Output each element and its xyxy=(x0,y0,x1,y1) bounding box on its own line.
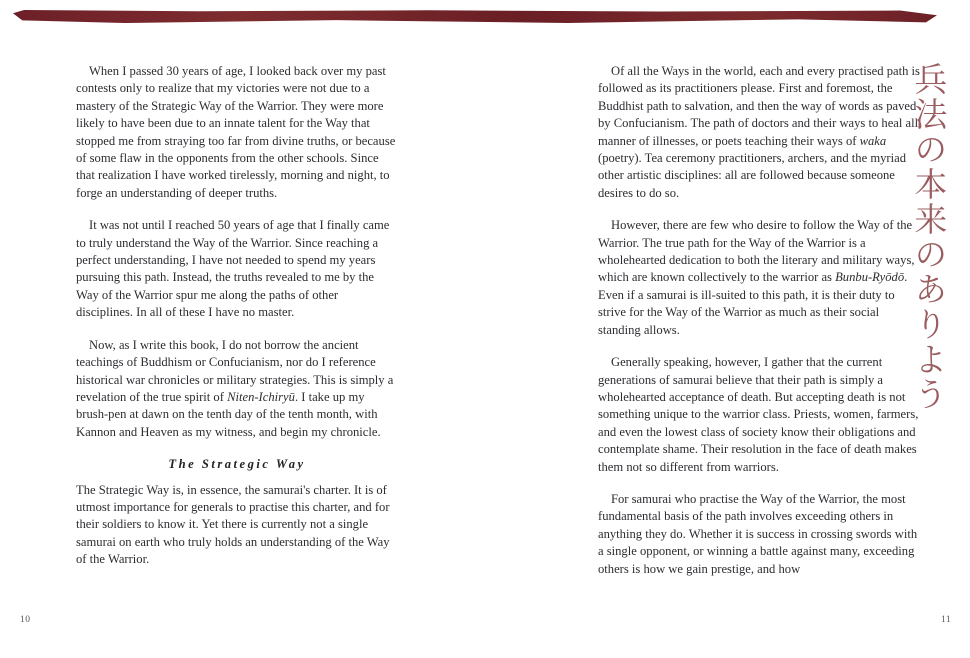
section-heading: The Strategic Way xyxy=(168,457,306,472)
text-segment: . Even if a samurai is ill-suited to this path, it is their duty to strive for the Way of the Warrior as much as their social standing allows. xyxy=(598,270,908,337)
left-page-number: 10 xyxy=(20,615,31,625)
text-segment: Generally speaking, however, I gather that the current generations of samurai believe that their path is simply a wholehearted acceptance of death. But accepting death is not something unique to the warrior class. Priests, women, farmers, and even the lowest class of society know their obligations and contemplate shame. Their resolution in the face of death makes them not so different from warriors. xyxy=(598,355,919,474)
paragraph xyxy=(76,482,398,569)
paragraph xyxy=(598,354,920,476)
right-page-text xyxy=(598,63,920,578)
italic-term: waka xyxy=(859,133,887,148)
italic-term: Niten-Ichiryū xyxy=(227,389,295,404)
italic-term: Bunbu-Ryōdō xyxy=(835,270,905,285)
chapter-title-japanese: 兵法の本来のありよう xyxy=(909,62,946,412)
text-segment: For samurai who practise the Way of the Warrior, the most fundamental basis of the path involves exceeding others in anything they do. Whether it is success in crossing swords with a single opponent, or winning a battle against many, exceeding others is how we gain prestige, and how xyxy=(598,491,918,576)
text-segment: When I passed 30 years of age, I looked back over my past contests only to realize that my victories were not due to a mastery of the Strategic Way of the Warrior. They were more likely to have been due to an innate talent for the Way that stopped me from straying too far from divine truths, or because of some flaw in the opponents from the other schools. Since that realization I have worked tirelessly, morning and night, to forge an understanding of deeper truths. xyxy=(76,64,396,200)
text-segment: (poetry). Tea ceremony practitioners, archers, and the myriad other artistic disciplines: all are followed because someone desires to do so. xyxy=(598,151,906,200)
text-segment: Now, as I write this book, I do not borrow the ancient teachings of Buddhism or Confucianism, nor do I reference historical war chronicles or military strategies. This is simply a revelation of the true spirit of xyxy=(76,337,394,404)
paragraph xyxy=(598,491,920,578)
left-page-text xyxy=(76,63,398,569)
paragraph xyxy=(76,63,398,202)
paragraph xyxy=(76,337,398,441)
book-cover-top-edge xyxy=(13,10,937,23)
text-segment: It was not until I reached 50 years of age that I finally came to truly understand the Way of the Warrior. Since reaching a perfect understanding, I have not needed to spend my years pursuing this path. Instead, the truths revealed to me by the Way of the Warrior spur me along the paths of other disciplines. In all of these I have no master. xyxy=(76,218,390,320)
paragraph xyxy=(76,217,398,321)
text-segment: However, there are few who desire to follow the Way of the Warrior. The true path for the Way of the Warrior is a wholehearted dedication to both the literary and military ways, which are known collectively to the warrior as xyxy=(598,218,915,285)
text-segment: . I take up my brush-pen at dawn on the tenth day of the tenth month, with Kannon and Heaven as my witness, and begin my chronicle. xyxy=(76,389,381,439)
text-segment: The Strategic Way is, in essence, the samurai's charter. It is of utmost importance for generals to practise this charter, and for their soldiers to know it. Yet there is currently not a single samurai on earth who truly holds an understanding of the Way of the Warrior. xyxy=(76,482,390,567)
right-page-number: 11 xyxy=(941,615,952,625)
paragraph xyxy=(598,63,920,202)
paragraph xyxy=(598,217,920,339)
text-segment: Of all the Ways in the world, each and every practised path is followed as its practitioners please. First and foremost, the Buddhist path to salvation, and then the way of words as paved by Confucianism. The path of doctors and their ways to heal all manner of illnesses, or poets teaching their ways of xyxy=(598,64,920,148)
